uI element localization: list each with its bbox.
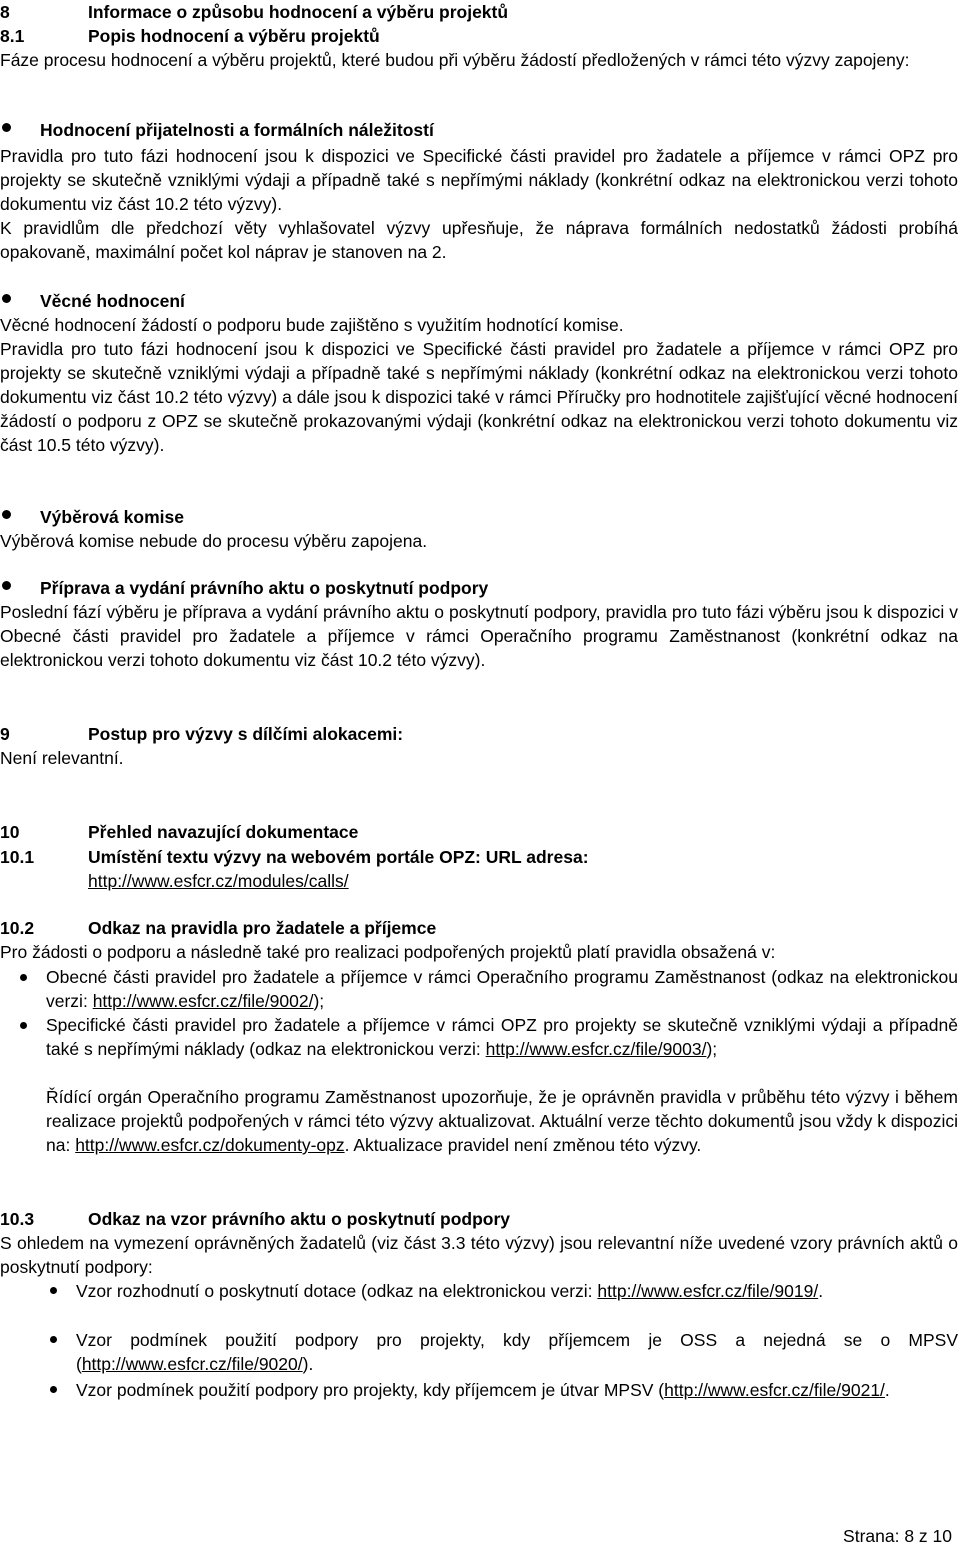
section-heading: Přehled navazující dokumentace: [88, 822, 359, 842]
section-number: 10: [0, 822, 20, 842]
subsection-heading: Odkaz na pravidla pro žadatele a příjemce: [88, 918, 437, 938]
list-item: Vzor podmínek použití podpory pro projekty, kdy příjemcem je útvar MPSV (http://www.esfcr.cz/file/9021/.: [76, 1380, 890, 1400]
bullet-icon: [50, 1336, 57, 1343]
paragraph: Pro žádosti o podporu a následně také pro realizaci podpořených projektů platí pravidla obsažená v:: [0, 942, 776, 962]
list-item: Specifické části pravidel pro žadatele a příjemce v rámci OPZ pro projekty se skutečně vzniklými výdaji a případně také s nepřímými náklady (odkaz na elektronickou verzi: http://www.esfcr.cz/file/9003/);: [46, 1015, 958, 1059]
rules-general-link[interactable]: http://www.esfcr.cz/file/9002/: [92, 991, 314, 1011]
calls-link[interactable]: http://www.esfcr.cz/modules/calls/: [88, 871, 349, 891]
paragraph: K pravidlům dle předchozí věty vyhlašovatel výzvy upřesňuje, že náprava formálních nedostatků žádosti probíhá opakovaně, maximální počet kol náprav je stanoven na 2.: [0, 218, 958, 262]
section-number: 9: [0, 724, 10, 744]
bullet-icon: [2, 123, 11, 132]
list-item: Obecné části pravidel pro žadatele a příjemce v rámci Operačního programu Zaměstnanost (odkaz na elektronickou verzi: http://www.esfcr.cz/file/9002/);: [46, 967, 958, 1011]
section-heading: Informace o způsobu hodnocení a výběru projektů: [88, 2, 509, 22]
bullet-icon: [20, 1022, 27, 1029]
mpsv-template-link[interactable]: http://www.esfcr.cz/file/9021/: [664, 1380, 885, 1400]
paragraph: Pravidla pro tuto fázi hodnocení jsou k dispozici ve Specifické části pravidel pro žadatele a příjemce v rámci OPZ pro projekty se skutečně vzniklými výdaji a případně také s nepřímými náklady (konkrétní odkaz na elektronickou verzi tohoto dokumentu viz část 10.2 této výzvy).: [0, 146, 958, 214]
subsection-number: 10.3: [0, 1209, 35, 1229]
list-item: Vzor rozhodnutí o poskytnutí dotace (odkaz na elektronickou verzi: http://www.esfcr.cz/file/9019/.: [76, 1281, 824, 1301]
paragraph: Výběrová komise nebude do procesu výběru zapojena.: [0, 531, 428, 551]
paragraph: Není relevantní.: [0, 748, 124, 768]
bullet-heading: Příprava a vydání právního aktu o poskytnutí podpory: [40, 578, 489, 598]
subsection-number: 8.1: [0, 26, 25, 46]
subsection-heading: Umístění textu výzvy na webovém portále OPZ: URL adresa:: [88, 847, 589, 867]
section-heading: Postup pro výzvy s dílčími alokacemi:: [88, 724, 404, 744]
documents-link[interactable]: http://www.esfcr.cz/dokumenty-opz: [75, 1135, 345, 1155]
subsection-heading: Popis hodnocení a výběru projektů: [88, 26, 380, 46]
paragraph: S ohledem na vymezení oprávněných žadatelů (viz část 3.3 této výzvy) jsou relevantní níže uvedené vzory právních aktů o poskytnutí podpory:: [0, 1233, 958, 1277]
subsection-number: 10.2: [0, 918, 35, 938]
bullet-icon: [50, 1386, 57, 1393]
page-number: Strana: 8 z 10: [843, 1526, 952, 1546]
intro-paragraph: Fáze procesu hodnocení a výběru projektů, které budou při výběru žádostí předložených v rámci této výzvy zapojeny:: [0, 50, 910, 70]
bullet-icon: [2, 294, 11, 303]
bullet-heading: Věcné hodnocení: [40, 291, 185, 311]
decision-template-link[interactable]: http://www.esfcr.cz/file/9019/: [597, 1281, 819, 1301]
paragraph: Věcné hodnocení žádostí o podporu bude zajištěno s využitím hodnotící komise.: [0, 315, 624, 335]
subsection-number: 10.1: [0, 847, 35, 867]
oss-template-link[interactable]: http://www.esfcr.cz/file/9020/: [81, 1354, 303, 1374]
bullet-icon: [2, 581, 11, 590]
rules-specific-link[interactable]: http://www.esfcr.cz/file/9003/: [485, 1039, 707, 1059]
note-paragraph: Řídící orgán Operačního programu Zaměstnanost upozorňuje, že je oprávněn pravidla v průběhu této výzvy i během realizace projektů podpořených v rámci této výzvy aktualizovat. Aktuální verze těchto dokumentů jsou vždy k dispozici na: http://www.esfcr.cz/dokumenty-opz. Aktualizace pravidel není změnou této výzvy.: [46, 1087, 958, 1155]
paragraph: Pravidla pro tuto fázi hodnocení jsou k dispozici ve Specifické části pravidel pro žadatele a příjemce v rámci OPZ pro projekty se skutečně vzniklými výdaji a případně také s nepřímými náklady (konkrétní odkaz na elektronickou verzi tohoto dokumentu viz část 10.2 této výzvy) a dále jsou k dispozici také v rámci Příručky pro hodnotitele zajišťující věcné hodnocení žádostí o podporu z OPZ se skutečně prokazovanými výdaji (konkrétní odkaz na elektronickou verzi tohoto dokumentu viz část 10.5 této výzvy).: [0, 339, 958, 455]
bullet-heading: Výběrová komise: [40, 507, 184, 527]
bullet-heading: Hodnocení přijatelnosti a formálních náležitostí: [40, 120, 434, 140]
subsection-heading: Odkaz na vzor právního aktu o poskytnutí podpory: [88, 1209, 510, 1229]
bullet-icon: [20, 974, 27, 981]
list-item: Vzor podmínek použití podpory pro projekty, kdy příjemcem je OSS a nejedná se o MPSV (http://www.esfcr.cz/file/9020/).: [76, 1330, 958, 1374]
paragraph: Poslední fází výběru je příprava a vydání právního aktu o poskytnutí podpory, pravidla pro tuto fázi výběru jsou k dispozici v Obecné části pravidel pro žadatele a příjemce v rámci Operačního programu Zaměstnanost (konkrétní odkaz na elektronickou verzi tohoto dokumentu viz část 10.2 této výzvy).: [0, 602, 958, 670]
bullet-icon: [2, 510, 11, 519]
section-number: 8: [0, 2, 10, 22]
